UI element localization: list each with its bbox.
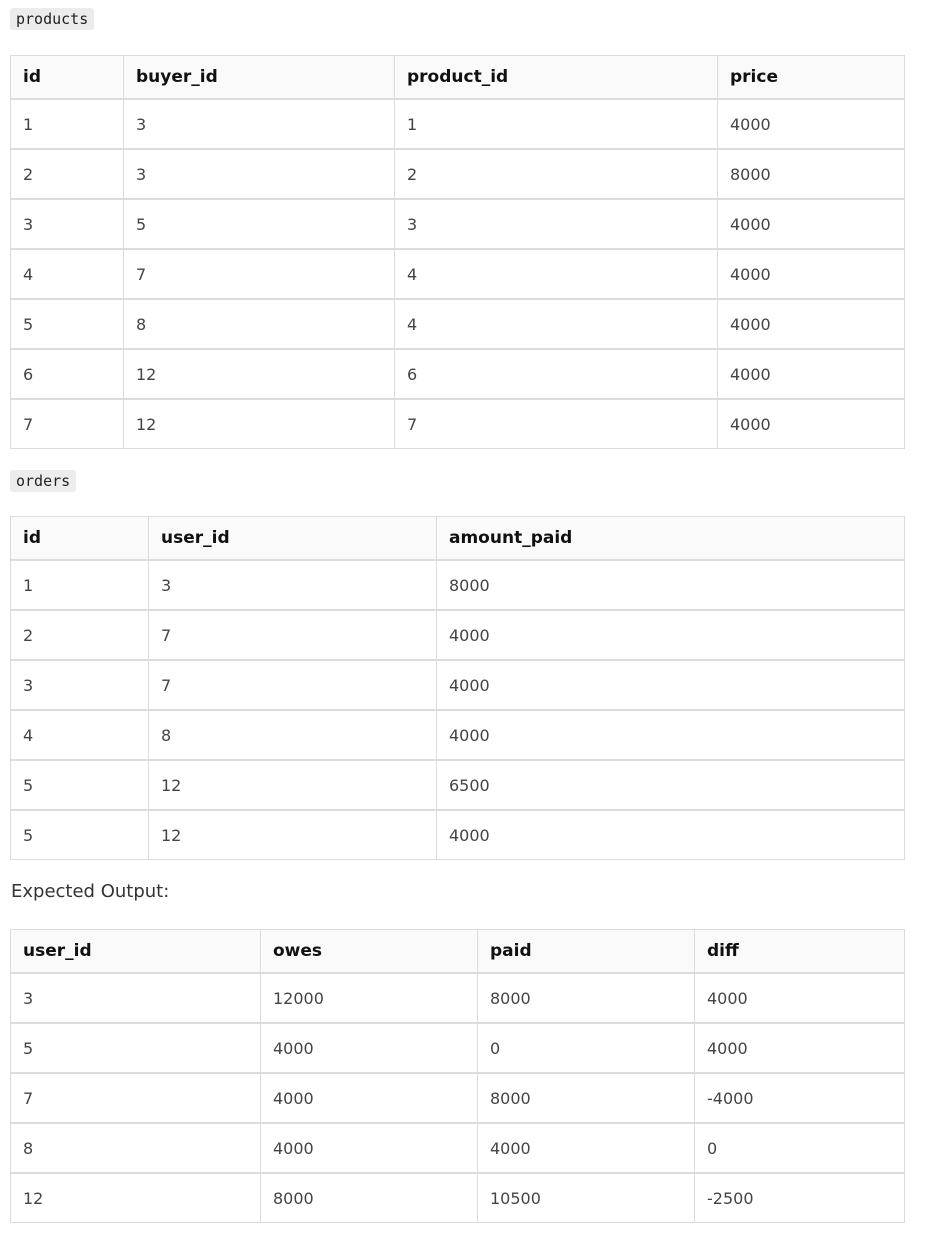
table-cell: 1 <box>395 99 718 149</box>
table-cell: 6500 <box>437 760 905 810</box>
column-header: owes <box>261 930 478 974</box>
table-cell: 2 <box>11 610 149 660</box>
table-cell: 0 <box>695 1123 905 1173</box>
table-cell: -2500 <box>695 1173 905 1223</box>
table-cell: 3 <box>11 660 149 710</box>
table-cell: 7 <box>149 660 437 710</box>
table-row <box>11 249 905 299</box>
table-row <box>11 760 905 810</box>
table-row <box>11 610 905 660</box>
table-row <box>11 710 905 760</box>
table-cell: 7 <box>11 399 124 449</box>
column-header: user_id <box>149 517 437 561</box>
table-cell: 6 <box>395 349 718 399</box>
table-cell: 4 <box>395 249 718 299</box>
table-cell: 4000 <box>261 1073 478 1123</box>
column-header: price <box>718 56 905 100</box>
orders-table-label: orders <box>10 470 76 492</box>
table-cell: 4 <box>11 710 149 760</box>
table-cell: 7 <box>149 610 437 660</box>
table-row <box>11 1073 905 1123</box>
table-cell: 4000 <box>718 249 905 299</box>
table-cell: 12 <box>11 1173 261 1223</box>
table-cell: 5 <box>11 299 124 349</box>
table-row <box>11 810 905 860</box>
table-cell: 7 <box>395 399 718 449</box>
table-header-row <box>11 517 905 561</box>
table-cell: 3 <box>124 149 395 199</box>
table-cell: 4 <box>11 249 124 299</box>
column-header: id <box>11 517 149 561</box>
table-cell: 3 <box>395 199 718 249</box>
table-cell: 3 <box>11 973 261 1023</box>
table-cell: 10500 <box>478 1173 695 1223</box>
column-header: buyer_id <box>124 56 395 100</box>
orders-table <box>10 516 905 860</box>
table-cell: 12 <box>149 810 437 860</box>
table-cell: 4000 <box>695 1023 905 1073</box>
table-cell: 7 <box>11 1073 261 1123</box>
table-cell: 4000 <box>261 1023 478 1073</box>
table-cell: 1 <box>11 560 149 610</box>
table-cell: 12 <box>124 399 395 449</box>
table-cell: 4000 <box>718 349 905 399</box>
table-cell: 8 <box>124 299 395 349</box>
table-row <box>11 1023 905 1073</box>
column-header: id <box>11 56 124 100</box>
expected-output-label: Expected Output: <box>11 881 170 902</box>
products-table <box>10 55 905 449</box>
table-cell: 2 <box>395 149 718 199</box>
table-row <box>11 560 905 610</box>
table-cell: 4000 <box>718 99 905 149</box>
table-cell: 2 <box>11 149 124 199</box>
table-cell: 8 <box>11 1123 261 1173</box>
table-cell: 7 <box>124 249 395 299</box>
table-header-row <box>11 930 905 974</box>
table-cell: 8000 <box>437 560 905 610</box>
table-row <box>11 973 905 1023</box>
table-cell: 4000 <box>718 299 905 349</box>
table-cell: 4000 <box>695 973 905 1023</box>
table-cell: 12000 <box>261 973 478 1023</box>
column-header: user_id <box>11 930 261 974</box>
table-cell: 4000 <box>718 399 905 449</box>
table-row <box>11 99 905 149</box>
table-cell: 6 <box>11 349 124 399</box>
table-cell: 5 <box>11 810 149 860</box>
column-header: amount_paid <box>437 517 905 561</box>
table-cell: 3 <box>11 199 124 249</box>
table-row <box>11 1173 905 1223</box>
table-cell: 8 <box>149 710 437 760</box>
table-cell: 4000 <box>478 1123 695 1173</box>
table-cell: 4000 <box>437 660 905 710</box>
table-cell: 4000 <box>437 810 905 860</box>
table-cell: 12 <box>149 760 437 810</box>
table-cell: 4000 <box>718 199 905 249</box>
table-row <box>11 399 905 449</box>
table-cell: 4000 <box>437 710 905 760</box>
table-cell: 3 <box>124 99 395 149</box>
expected-output-table <box>10 929 905 1223</box>
table-cell: 1 <box>11 99 124 149</box>
table-cell: 12 <box>124 349 395 399</box>
column-header: diff <box>695 930 905 974</box>
table-cell: 8000 <box>478 1073 695 1123</box>
products-table-label: products <box>10 8 94 30</box>
table-header-row <box>11 56 905 100</box>
table-cell: 3 <box>149 560 437 610</box>
column-header: paid <box>478 930 695 974</box>
table-cell: 5 <box>11 760 149 810</box>
table-cell: 4000 <box>437 610 905 660</box>
table-cell: 5 <box>124 199 395 249</box>
table-row <box>11 199 905 249</box>
table-cell: 8000 <box>478 973 695 1023</box>
table-row <box>11 299 905 349</box>
table-cell: 8000 <box>261 1173 478 1223</box>
table-cell: 0 <box>478 1023 695 1073</box>
table-cell: 5 <box>11 1023 261 1073</box>
table-row <box>11 660 905 710</box>
table-cell: 4 <box>395 299 718 349</box>
table-cell: 8000 <box>718 149 905 199</box>
table-cell: -4000 <box>695 1073 905 1123</box>
table-row <box>11 349 905 399</box>
table-row <box>11 149 905 199</box>
table-row <box>11 1123 905 1173</box>
table-cell: 4000 <box>261 1123 478 1173</box>
column-header: product_id <box>395 56 718 100</box>
